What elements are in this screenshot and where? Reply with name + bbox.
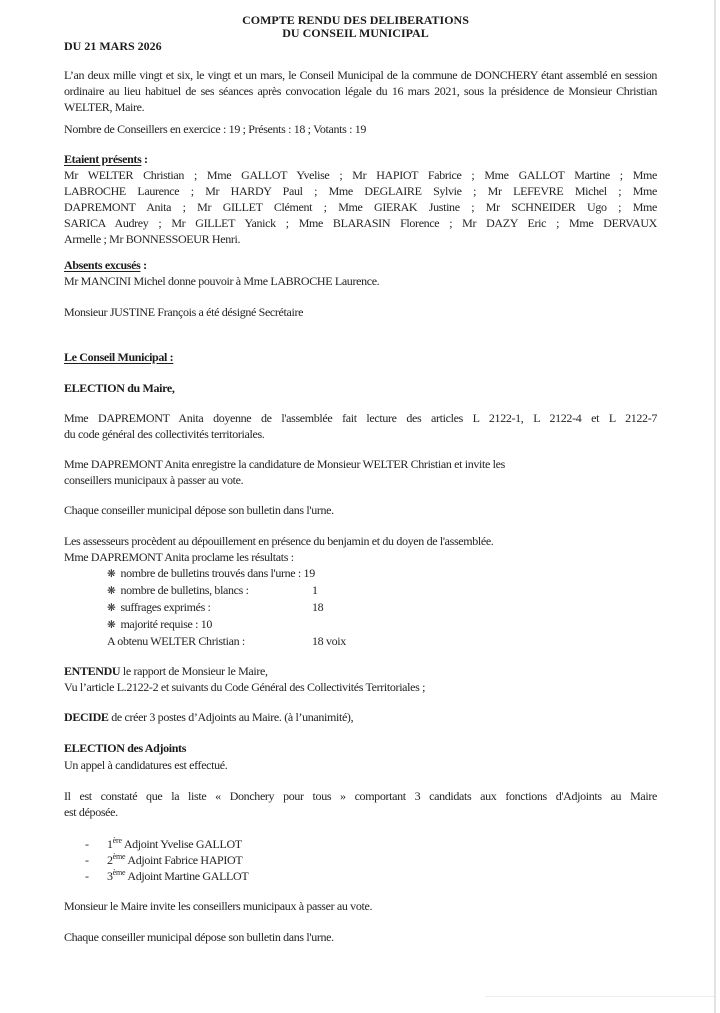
result-row [64,582,657,599]
appel-line: Un appel à candidatures est effectué. [64,758,228,772]
result-label: suffrages exprimés : [120,600,211,614]
absent-heading [64,257,657,273]
present-names-paragraph: Mr WELTER Christian ; Mme GALLOT Yvelise ; Mr HAPIOT Fabrice ; Mme GALLOT Martine ; Mme LABROCHE Laurence ; Mr HARDY Paul ; Mme DEGLAIRE Sylvie ; Mr LEFEVRE Michel ; Mme DAPREMONT Anita ; Mr GILLET Clément ; Mme GIERAK Justine ; Mr SCHNEIDER Ugo ; Mme SARICA Audrey ; Mr GILLET Yanick ; Mme BLARASIN Florence ; Mr DAZY Eric ; Mme DERVAUX Armelle ; Mr BONNESSOEUR Henri. [64,168,657,246]
asterisk-bullet-icon: ❋ [107,568,116,580]
results-list [64,565,657,649]
result-value: 18 voix [312,634,346,648]
adjoint-ordinal-suffix: ème [112,868,126,877]
absent-heading-colon: : [140,258,147,272]
result-value: 18 [312,600,324,614]
scan-edge-vertical-line [714,0,716,1013]
dash-marker: - [85,837,89,851]
adjoint-row [64,852,657,868]
adjoint-name: Adjoint Martine GALLOT [125,869,249,883]
entendu-rest: le rapport de Monsieur le Maire, [120,664,268,678]
adjoint-ordinal-suffix: ème [112,852,126,861]
adjoint-number: 2 [107,853,113,867]
asterisk-bullet-icon: ❋ [107,585,116,597]
present-heading-colon: : [141,152,148,166]
invite-line: Monsieur le Maire invite les conseillers municipaux à passer au vote. [64,899,373,913]
adjoint-row [64,836,657,852]
urne-line-2: Chaque conseiller municipal dépose son bulletin dans l'urne. [64,930,334,944]
election-adjoints-heading: ELECTION des Adjoints [64,741,187,755]
result-row [64,599,657,616]
urne-line-1: Chaque conseiller municipal dépose son bulletin dans l'urne. [64,503,334,517]
present-heading-text: Etaient présents [64,152,142,166]
adjoint-number: 1 [107,837,113,851]
decide-keyword: DECIDE [64,710,109,724]
absent-body-line: Mr MANCINI Michel donne pouvoir à Mme LABROCHE Laurence. [64,274,380,288]
result-label: nombre de bulletins trouvés dans l'urne : 19 [120,566,315,580]
assesseurs-paragraph: Les assesseurs procèdent au dépouillement en présence du benjamin et du doyen de l'assemblée. Mme DAPREMONT Anita proclame les résultats : [64,534,494,564]
result-value: 1 [312,583,318,597]
intro-paragraph: L’an deux mille vingt et six, le vingt et un mars, le Conseil Municipal de la commune de DONCHERY étant assemblé en session ordinaire au lieu habituel de ses séances après convocation légale du 16 mars 2021, sous la présidence de Monsieur Christian WELTER, Maire. [64,68,657,114]
counts-line: Nombre de Conseillers en exercice : 19 ; Présents : 18 ; Votants : 19 [64,122,367,136]
asterisk-bullet-icon: ❋ [107,619,116,631]
doyenne-paragraph: Mme DAPREMONT Anita doyenne de l'assemblée fait lecture des articles L 2122-1, L 2122-4 et L 2122-7 du code général des collectivités territoriales. [64,411,657,441]
result-label: majorité requise : 10 [120,617,213,631]
result-row [64,633,657,649]
result-row [64,616,657,633]
result-row [64,565,657,582]
secretary-line: Monsieur JUSTINE François a été désigné Secrétaire [64,305,304,319]
dash-marker: - [85,853,89,867]
adjoint-row [64,868,657,884]
adjoint-number: 3 [107,869,113,883]
council-heading-text: Le Conseil Municipal : [64,350,174,364]
vu-line: Vu l’article L.2122-2 et suivants du Code Général des Collectivités Territoriales ; [64,680,426,694]
asterisk-bullet-icon: ❋ [107,602,116,614]
adjoint-name: Adjoint Fabrice HAPIOT [125,853,243,867]
present-heading [64,151,657,167]
entendu-keyword: ENTENDU [64,664,121,678]
dash-marker: - [85,869,89,883]
entendu-block [64,663,657,695]
council-heading [64,349,657,365]
scan-edge-horizontal-line [485,996,714,997]
enregistre-paragraph: Mme DAPREMONT Anita enregistre la candidature de Monsieur WELTER Christian et invite les conseillers municipaux à passer au vote. [64,457,505,487]
adjoint-name: Adjoint Yvelise GALLOT [121,837,242,851]
constate-paragraph: Il est constaté que la liste « Donchery pour tous » comportant 3 candidats aux fonctions d'Adjoints au Maire est déposée. [64,789,657,819]
result-label: A obtenu WELTER Christian : [107,634,245,648]
decide-line [64,709,657,725]
document-title: COMPTE RENDU DES DELIBERATIONS DU CONSEIL MUNICIPAL DU 21 MARS 2026 [64,13,469,53]
result-label: nombre de bulletins, blancs : [120,583,249,597]
adjoint-ordinal-suffix: ère [112,836,122,845]
election-maire-heading: ELECTION du Maire, [64,381,175,395]
decide-rest: de créer 3 postes d’Adjoints au Maire. (à l’unanimité), [108,710,354,724]
absent-heading-text: Absents excusés [64,258,141,272]
adjoint-list [64,836,657,884]
entendu-line [64,663,657,679]
